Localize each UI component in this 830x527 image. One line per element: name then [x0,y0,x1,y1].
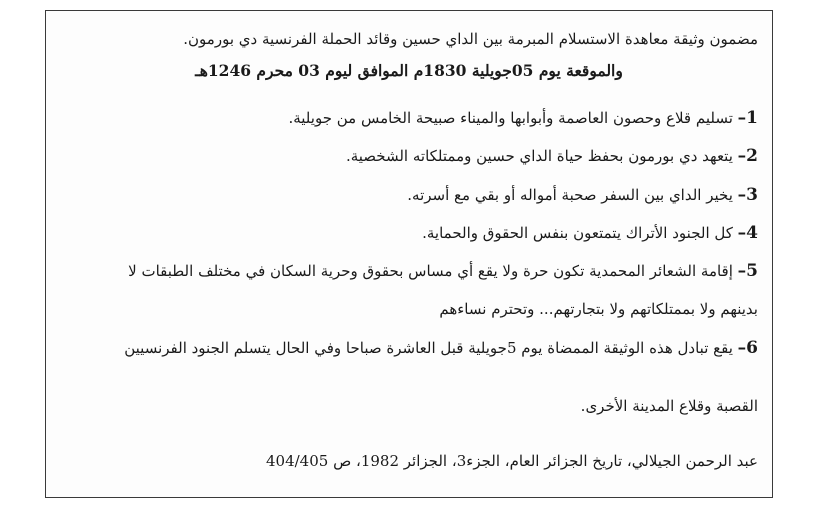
item-text: يخير الداي بين السفر صحبة أمواله أو بقي مع أسرته. [407,186,738,204]
list-item-6-continuation: القصبة وقلاع المدينة الأخرى. [580,397,758,415]
list-item-3 [58,185,758,205]
document-heading: مضمون وثيقة معاهدة الاستسلام المبرمة بين الداي حسين وقائد الحملة الفرنسية دي بورمون. [183,30,758,48]
item-text: يقع تبادل هذه الوثيقة الممضاة يوم 5جويلية قبل العاشرة صباحا وفي الحال يتسلم الجنود الفرنسيين [124,339,738,357]
item-number: 1– [737,108,758,128]
item-number: 4– [737,223,758,243]
item-text: كل الجنود الأتراك يتمتعون بنفس الحقوق والحماية. [422,224,738,242]
document-date-line: والموقعة يوم 05جويلية 1830م الموافق ليوم 03 محرم 1246هـ [195,61,623,80]
item-text: يتعهد دي بورمون بحفظ حياة الداي حسين وممتلكاته الشخصية. [345,147,738,165]
list-item-1 [58,108,758,128]
list-item-6 [58,338,758,358]
item-number: 5– [737,261,758,281]
list-item-4 [58,223,758,243]
item-text: تسليم قلاع وحصون العاصمة وأبوابها والميناء صبيحة الخامس من جويلية. [288,109,738,127]
item-number: 6– [737,338,758,358]
item-number: 3– [737,185,758,205]
item-text: إقامة الشعائر المحمدية تكون حرة ولا يقع أي مساس بحقوق وحرية السكان في مختلف الطبقات لا [128,262,738,280]
source-citation: عبد الرحمن الجيلالي، تاريخ الجزائر العام، الجزء3، الجزائر 1982، ص 404/405 [265,452,758,470]
list-item-5-continuation: بدينهم ولا بممتلكاتهم ولا بتجارتهم... وتحترم نساءهم [439,300,758,318]
list-item-5 [58,261,758,281]
document-frame [45,10,773,498]
list-item-2 [58,146,758,166]
item-number: 2– [737,146,758,166]
